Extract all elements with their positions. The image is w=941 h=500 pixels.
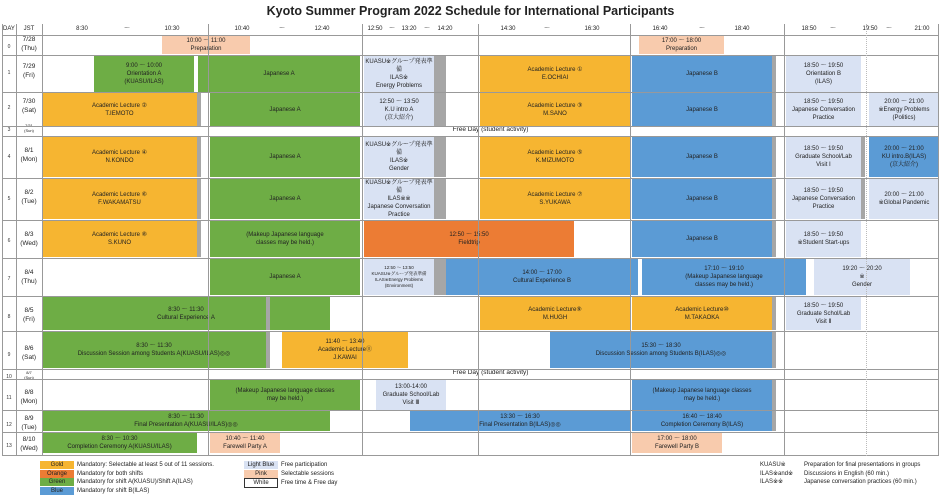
day-number: 7	[7, 276, 11, 282]
lecture-11-block: 11:40 ～ 13:40 Academic Lecture⑪ J.KAWAI	[282, 332, 408, 368]
header-time: 16:40	[652, 26, 668, 32]
header-time: 18:50	[801, 26, 817, 32]
row-date: 8/4 (Thu)	[21, 269, 37, 285]
cultural-experience-b-block: 14:00 ～ 17:00 Cultural Experience B	[446, 259, 638, 295]
row-date: 8/3 (Wed)	[20, 231, 38, 247]
legend-value: Discussions in English (60 min.)	[804, 470, 890, 477]
header-time: 12:40	[314, 26, 330, 32]
day-number: 13	[6, 443, 12, 449]
col-divider	[784, 24, 785, 456]
col-divider	[42, 24, 43, 456]
japanese-a-block: Japanese A	[198, 56, 360, 92]
row-date: 8/5 (Fri)	[23, 307, 35, 323]
row-divider	[2, 178, 939, 179]
legend-text: Free time & Free day	[281, 480, 338, 486]
completion-ceremony-b-block: 16:40 ～ 18:40 Completion Ceremony B(ILAS)	[632, 411, 772, 431]
row-divider	[2, 455, 939, 456]
kuasu-energy-env-block: 12:50 ～ 13:50 KUASU※グループ発表準備 ILAS※Energy Problems (Environment)	[364, 259, 434, 295]
break-marker	[434, 179, 446, 219]
legend-value: Japanese conversation practices (60 min.)	[804, 479, 917, 485]
row-date: 8/1 (Mon)	[20, 147, 38, 163]
legend-key: ILAS※※	[760, 479, 784, 485]
legend-item	[40, 487, 270, 496]
schedule-grid	[2, 24, 939, 456]
row-date: 7/28 (Thu)	[21, 36, 37, 52]
break-marker	[434, 259, 446, 295]
ilas-jconv-label: ILAS※※ Japanese Conversation Practice	[367, 196, 431, 218]
header-time: ～	[388, 26, 395, 32]
row-divider	[2, 258, 939, 259]
japanese-a-block: Japanese A	[210, 93, 360, 126]
col-divider	[938, 24, 939, 456]
legend-value: Preparation for final presentations in groups	[804, 462, 921, 468]
kuasu-ilas-block	[364, 56, 434, 92]
lecture-4-block: Academic Lecture ④ N.KONDO	[42, 137, 197, 177]
jconv-block: 18:50 ～ 19:50 Japanese Conversation Practice	[786, 93, 861, 126]
lecture-2-block: Academic Lecture ② T.IEMOTO	[42, 93, 197, 126]
row-divider	[2, 92, 939, 93]
break-marker	[197, 93, 201, 126]
header-day: DAY	[3, 26, 15, 32]
row-date: 8/8 (Mon)	[20, 389, 38, 405]
row-divider	[2, 220, 939, 221]
final-presentation-b-block: 13:30 ～ 16:30 Final Presentation B(ILAS)◎◎	[410, 411, 630, 431]
break-marker	[434, 137, 446, 177]
completion-ceremony-a-block: 8:30 ～ 10:30 Completion Ceremony A(KUASU/ILAS)	[42, 433, 197, 453]
discussion-b-block: 15:30 ～ 18:30 Discussion Session among Students B(ILAS)◎◎	[550, 332, 772, 368]
legend-text: Mandatory for both shifts	[77, 470, 144, 477]
legend-item	[244, 470, 404, 479]
break-marker	[266, 297, 270, 330]
row-divider	[2, 55, 939, 56]
farewell-party-a-block: 10:40 ～ 11:40 Farewell Party A	[210, 433, 280, 453]
legend-swatch: Light Blue	[244, 461, 278, 469]
legend-key: KUASU※	[760, 462, 786, 468]
header-time: 21:00	[914, 26, 930, 32]
break-marker	[197, 137, 201, 177]
break-marker	[772, 93, 776, 126]
preparation-block: 17:00 ～ 18:00 Preparation	[639, 36, 724, 54]
legend-swatch: White	[244, 478, 278, 488]
legend-text: Free participation	[281, 462, 328, 468]
header-time: 18:40	[734, 26, 750, 32]
legend-item	[244, 478, 404, 487]
legend-left	[40, 461, 270, 495]
header-time: ～	[885, 26, 892, 32]
legend-item	[244, 461, 404, 470]
break-marker	[772, 297, 776, 330]
grad-lab-visit-1-block: 18:50 ～ 19:50 Graduate School/Lab Visit Ⅰ	[786, 137, 861, 177]
break-marker	[266, 332, 270, 368]
discussion-a-block: 8:30 ～ 11:30 Discussion Session among Students A(KUASU/ILAS)◎◎	[42, 332, 266, 368]
legend-swatch: Orange	[40, 470, 74, 478]
legend-item	[40, 470, 270, 479]
break-marker	[772, 332, 776, 368]
break-marker	[197, 221, 201, 257]
legend-text: Mandatory: Selectable at least 5 out of 11 sessions.	[77, 462, 214, 468]
row-date: 8/7 (Sun)	[24, 370, 34, 380]
header-time: 12:50	[367, 26, 383, 32]
lecture-1-block: Academic Lecture ① E.OCHIAI	[480, 56, 630, 92]
japanese-b-block: Japanese B	[632, 179, 772, 219]
lecture-6-block: Academic Lecture ⑥ F.WAKAMATSU	[42, 179, 197, 219]
legend-swatch: Pink	[244, 470, 278, 478]
legend-item	[40, 461, 270, 470]
day-number: 12	[6, 422, 12, 428]
jconv-block: 18:50 ～ 19:50 Japanese Conversation Practice	[786, 179, 861, 219]
day-number: 3	[7, 127, 11, 133]
grad-lab-visit-3-block: 13:00-14:00 Graduate School/Lab Visit Ⅲ	[376, 380, 446, 410]
legend-right	[760, 461, 941, 487]
lecture-9-block: Academic Lecture⑨ M.HUGH	[480, 297, 630, 330]
day-number: 4	[7, 154, 11, 160]
ilas-gender-label: ILAS※ Gender	[388, 158, 409, 172]
kuasu-prep-label: KUASU※グループ発表準備	[365, 180, 433, 194]
row-date: 7/31 (Sun)	[24, 123, 34, 133]
row-date: 7/29 (Fri)	[22, 63, 36, 79]
ku-intro-a-block: 12:50 ～ 13:50 K.U intro A (京大紹介)	[364, 93, 434, 126]
row-date: 8/9 (Tue)	[21, 415, 37, 431]
lecture-3-block: Academic Lecture ③ M.SANO	[480, 93, 630, 126]
legend-mid	[244, 461, 404, 487]
row-divider	[2, 296, 939, 297]
kuasu-jconv-block	[364, 179, 434, 219]
kuasu-prep-label: KUASU※グループ発表準備	[365, 59, 433, 73]
japanese-a-block: Japanese A	[210, 259, 360, 295]
header-time: 10:30	[164, 26, 180, 32]
final-presentation-a-block: 8:30 ～ 11:30 Final Presentation A(KUASU/ILAS)◎◎	[42, 411, 330, 431]
header-time: 10:40	[234, 26, 250, 32]
day-number: 6	[7, 238, 11, 244]
header-time: 8:30	[76, 26, 88, 32]
col-divider	[362, 24, 363, 456]
free-day-label: Free Day (student activity)	[452, 126, 529, 133]
lecture-10-block: Academic Lecture⑩ M.TAKAOKA	[632, 297, 772, 330]
makeup-a-block: (Makeup Japanese language classes may be held.)	[210, 221, 360, 257]
break-marker	[772, 56, 776, 92]
col-divider	[16, 24, 17, 456]
day-number: 9	[7, 352, 11, 358]
header-time: 16:30	[584, 26, 600, 32]
legend-key: ILAS※and※	[760, 470, 794, 477]
header-time: ～	[829, 26, 836, 32]
day-number: 0	[7, 44, 11, 50]
orientation-a-block: 9:00 ～ 10:00 Orientation A (KUASU/ILAS)	[94, 56, 194, 92]
row-divider	[2, 126, 939, 127]
lecture-8-block: Academic Lecture ⑧ S.KUNO	[42, 221, 197, 257]
row-divider	[2, 379, 939, 380]
japanese-a-block: Japanese A	[210, 137, 360, 177]
row-date: 7/30 (Sat)	[21, 98, 37, 114]
row-divider	[2, 136, 939, 137]
break-marker	[772, 137, 776, 177]
header-time: ～	[123, 26, 130, 32]
makeup-b-block: (Makeup Japanese language classes may be held.)	[632, 380, 772, 410]
day-number: 10	[6, 374, 12, 380]
row-date: 8/10 (Wed)	[20, 436, 38, 452]
gender-block: 19:20 ～ 20:20 ※ Gender	[814, 259, 910, 295]
makeup-b-block: 17:10 ～ 19:10 (Makeup Japanese language classes may be held.)	[642, 259, 806, 295]
japanese-a-block: Japanese A	[210, 179, 360, 219]
free-day-label: Free Day (student activity)	[452, 369, 529, 376]
header-time: 14:20	[437, 26, 453, 32]
student-startups-block: 18:50 ～ 19:50 ※Student Start-ups	[786, 221, 861, 257]
header-time: ～	[698, 26, 705, 32]
day-number: 2	[7, 105, 11, 111]
legend-swatch: Gold	[40, 461, 74, 469]
header-time: ～	[543, 26, 550, 32]
header-time: ～	[278, 26, 285, 32]
page-title: Kyoto Summer Program 2022 Schedule for International Participants	[266, 4, 675, 18]
row-divider	[2, 331, 939, 332]
lecture-5-block: Academic Lecture ⑤ K.MIZUMOTO	[480, 137, 630, 177]
legend-note	[760, 461, 941, 470]
legend-swatch: Blue	[40, 487, 74, 495]
legend-note	[760, 470, 941, 479]
header-time: 14:30	[500, 26, 516, 32]
global-pandemic-block: 20:00 ～ 21:00 ※Global Pandemic	[869, 179, 939, 219]
kuasu-prep-label: KUASU※グループ発表準備	[365, 142, 433, 156]
japanese-b-block: Japanese B	[632, 56, 772, 92]
ilas-energy-label: ILAS※ Energy Problems	[375, 75, 423, 89]
row-divider	[2, 35, 939, 36]
japanese-b-block: Japanese B	[632, 221, 772, 257]
header-jst: JST	[23, 26, 35, 32]
legend-item	[40, 478, 270, 487]
row-date: 8/2 (Tue)	[21, 189, 37, 205]
farewell-party-b-block: 17:00 ～ 18:00 Farewell Party B	[632, 433, 722, 453]
lecture-7-block: Academic Lecture ⑦ S.YUKAWA	[480, 179, 630, 219]
col-divider	[630, 24, 631, 456]
legend-swatch: Green	[40, 478, 74, 486]
break-marker	[772, 179, 776, 219]
day-number: 8	[7, 314, 11, 320]
break-marker	[861, 179, 865, 219]
grad-lab-visit-2-block: 18:50 ～ 19:50 Graduate Schol/Lab Visit Ⅱ	[786, 297, 861, 330]
break-marker	[772, 221, 776, 257]
col-divider	[866, 24, 867, 456]
makeup-a-block: (Makeup Japanese language classes may be held.)	[210, 380, 360, 410]
header-time: 13:20	[401, 26, 417, 32]
row-date: 8/6 (Sat)	[21, 345, 37, 361]
break-marker	[434, 56, 446, 92]
col-divider	[2, 24, 3, 456]
col-divider	[208, 24, 209, 456]
row-divider	[2, 410, 939, 411]
legend-text: Selectable sessions	[281, 470, 335, 477]
legend-text: Mandatory for shift B(ILAS)	[77, 487, 150, 494]
orientation-b-block: 18:50 ～ 19:50 Orientation B (ILAS)	[786, 56, 861, 92]
row-divider	[2, 369, 939, 370]
legend-text: Mandatory for shift A(KUASU)/Shift A(ILAS)	[77, 479, 193, 485]
day-number: 11	[6, 395, 12, 401]
break-marker	[197, 179, 201, 219]
cultural-experience-a-block: 8:30 ～ 11:30 Cultural Experience A	[42, 297, 330, 330]
japanese-b-block: Japanese B	[632, 93, 772, 126]
break-marker	[434, 93, 446, 126]
fieldtrip-block: 12:50 ～ 15:50 Fieldtrip	[364, 221, 574, 257]
day-number: 5	[7, 196, 11, 202]
header-time: ～	[423, 26, 430, 32]
row-divider	[2, 432, 939, 433]
col-divider	[478, 24, 479, 456]
break-marker	[861, 137, 865, 177]
legend-note	[760, 478, 941, 487]
break-marker	[772, 380, 776, 410]
header-time: 19:50	[862, 26, 878, 32]
japanese-b-block: Japanese B	[632, 137, 772, 177]
preparation-block: 10:00 ～ 11:00 Preparation	[162, 36, 250, 54]
kuasu-gender-block	[364, 137, 434, 177]
break-marker	[772, 411, 776, 431]
day-number: 1	[7, 70, 11, 76]
energy-politics-block: 20:00 ～ 21:00 ※Energy Problems (Politics)	[869, 93, 939, 126]
ku-intro-b-block: 20:00 ～ 21:00 KU intro.B(ILAS) (京大紹介)	[869, 137, 939, 177]
